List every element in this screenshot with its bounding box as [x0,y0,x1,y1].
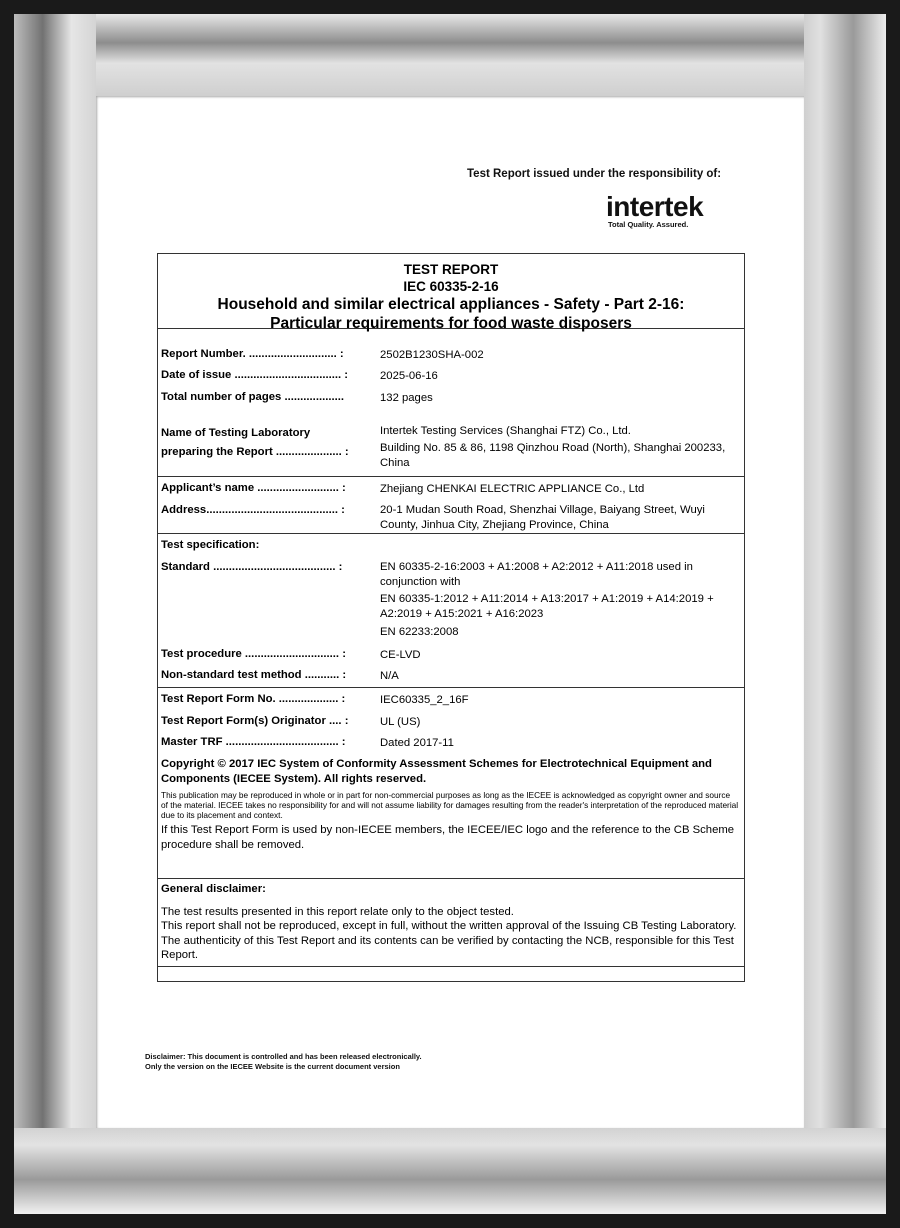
trf-originator-value: UL (US) [380,716,421,728]
address-label: Address.......................................... : [161,504,345,516]
testing-lab-label-1: Name of Testing Laboratory [161,427,311,439]
report-standard: IEC 60335-2-16 [403,279,499,294]
intertek-logo [606,192,703,229]
trf-no-value: IEC60335_2_16F [380,694,469,706]
report-box [157,253,745,982]
frame-bevel-bottom [14,1128,886,1214]
section-report-info [158,329,744,477]
report-number-label: Report Number. ............................ : [161,348,344,360]
report-number-value: 2502B1230SHA-002 [380,349,484,361]
trf-originator-label: Test Report Form(s) Originator .... : [161,715,349,727]
footer-line-1: Disclaimer: This document is controlled and has been released electronically. [145,1052,422,1061]
frame-bevel-right [804,14,886,1214]
logo-wordmark: intertek [606,191,704,222]
date-of-issue-label: Date of issue .................................. : [161,369,349,381]
applicant-label: Applicant’s name .......................... : [161,482,346,494]
date-of-issue-value: 2025-06-16 [380,370,438,382]
disclaimer-line-2: This report shall not be reproduced, except in full, without the written approval of the Issuing CB Testing Laboratory. The authenticity of this Test Report and its contents can be verified by contacting the NCB, responsible for this Test Report. [161,920,737,961]
frame-bevel-left [14,14,96,1214]
frame-bevel-top [14,14,886,96]
copyright-note: If this Test Report Form is used by non-IECEE members, the IECEE/IEC logo and the reference to the CB Scheme procedure shall be removed. [161,824,735,851]
report-header [158,254,744,332]
master-trf-value: Dated 2017-11 [380,737,454,749]
section-disclaimer [158,879,744,967]
trf-no-label: Test Report Form No. ................... : [161,693,346,705]
section-trf [158,688,744,879]
testing-lab-address: Building No. 85 & 86, 1198 Qinzhou Road (North), Shanghai 200233, China [380,442,726,469]
disclaimer-heading: General disclaimer: [161,883,266,895]
testing-lab-label-2: preparing the Report ..................... : [161,446,349,458]
testing-lab-name: Intertek Testing Services (Shanghai FTZ) Co., Ltd. [380,425,631,437]
standard-value-2: EN 60335-1:2012 + A11:2014 + A13:2017 + A1:2019 + A14:2019 + A2:2019 + A15:2021 + A16:2023 [380,593,714,620]
section-applicant [158,477,744,534]
test-spec-heading: Test specification: [161,539,260,551]
test-procedure-value: CE-LVD [380,649,421,661]
copyright-heading: Copyright © 2017 IEC System of Conformity Assessment Schemes for Electrotechnical Equipment and Components (IECEE System). All rights reserved. [161,758,712,785]
master-trf-label: Master TRF .................................... : [161,736,346,748]
issued-by-text: Test Report issued under the responsibility of: [467,168,722,180]
standard-label: Standard ....................................... : [161,561,343,573]
non-standard-label: Non-standard test method ........... : [161,669,347,681]
test-procedure-label: Test procedure .............................. : [161,648,346,660]
report-subtitle-1: Household and similar electrical appliances - Safety - Part 2-16: [217,296,685,313]
logo-tagline: Total Quality. Assured. [608,220,689,229]
disclaimer-line-1: The test results presented in this report relate only to the object tested. [161,906,514,918]
copyright-fine-print: This publication may be reproduced in whole or in part for non-commercial purposes as long as the IECEE is acknowledged as copyright owner and source of the material. IECEE takes no responsibility for and will not assume liability for damages resulting from the reader's interpretation of the reproduced material due to its placement and context. [161,790,739,820]
standard-value-3: EN 62233:2008 [380,626,459,638]
total-pages-value: 132 pages [380,392,433,404]
report-title: TEST REPORT [403,262,499,277]
non-standard-value: N/A [380,670,399,682]
standard-value-1: EN 60335-2-16:2003 + A1:2008 + A2:2012 + A11:2018 used in conjunction with [380,561,693,588]
total-pages-label: Total number of pages ................... [161,391,345,403]
report-subtitle-2: Particular requirements for food waste disposers [270,315,632,332]
footer-line-2: Only the version on the IECEE Website is the current document version [145,1062,400,1071]
section-test-specification [158,534,744,688]
applicant-value: Zhejiang CHENKAI ELECTRIC APPLIANCE Co., Ltd [380,483,645,495]
footer-disclaimer [145,1052,422,1072]
address-value: 20-1 Mudan South Road, Shenzhai Village, Baiyang Street, Wuyi County, Jinhua City, Zhejiang Province, China [380,504,705,531]
